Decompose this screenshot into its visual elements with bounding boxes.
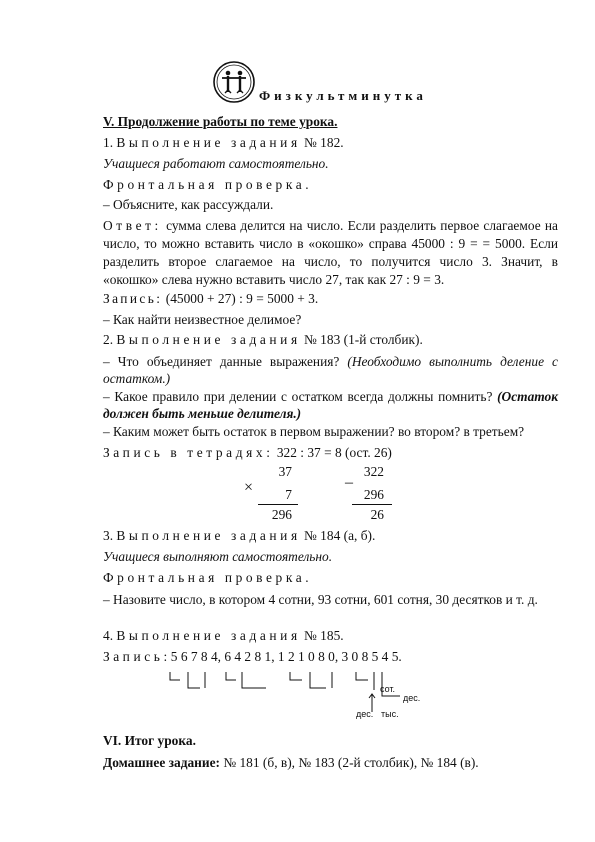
answer-label: Ответ:	[103, 218, 162, 233]
task-183-line	[103, 332, 423, 348]
record-1-label: Запись:	[103, 291, 163, 306]
task-185-label: Выполнение задания	[116, 628, 301, 643]
task-183-number: № 183 (1-й столбик).	[300, 332, 423, 347]
frontal-check-2: Фронтальная проверка.	[103, 570, 313, 585]
multiply-bottom: 7	[285, 487, 292, 502]
task-182-number: № 182.	[300, 135, 344, 150]
name-number-question: – Назовите число, в котором 4 сотни, 93 сотни, 601 сотня, 30 десятков и т. д.	[103, 592, 538, 607]
section-5-title: V. Продолжение работы по теме урока.	[103, 114, 338, 129]
subtract-top: 322	[363, 464, 384, 479]
subtract-bottom: 296	[363, 487, 384, 502]
notebook-record-text: 322 : 37 = 8 (ост. 26)	[273, 445, 392, 460]
subtract-result: 26	[370, 507, 384, 522]
label-tens-left: дес.	[356, 709, 374, 719]
subtract-sign: –	[345, 474, 353, 491]
task-183-prefix: 2.	[103, 332, 117, 347]
notebook-record-label: Запись в тетрадях:	[103, 445, 274, 460]
answer-text: сумма слева делится на число. Если разделить первое слагаемое на число, то можно вставить число в «окошко» справа 45000 : 9 = = 5000. Если разделить второе слагаемое на число, то получится число 3. Значит, в «окошко» слева нужно вставить число 27, так как 27 : 9 = 3.	[103, 218, 558, 287]
task-183-label: Выполнение задания	[116, 332, 301, 347]
exercise-heading: Физкультминутка	[259, 88, 427, 103]
homework-line	[103, 755, 479, 771]
rule-question-text: – Какое правило при делении с остатком всегда должны помнить?	[103, 389, 498, 404]
common-question	[103, 353, 558, 387]
record-1-line	[103, 291, 318, 307]
task-184-label: Выполнение задания	[116, 528, 301, 543]
task-185-prefix: 4.	[103, 628, 117, 643]
independent-work-2: Учащиеся выполняют самостоятельно.	[103, 549, 333, 564]
task-184-line	[103, 528, 375, 544]
common-question-answer: (Необходимо выполнить деление с остатком.)	[103, 354, 559, 386]
task-185-line	[103, 628, 344, 644]
multiply-sign: ×	[244, 479, 254, 496]
record-185-numbers: 5 6 7 8 4, 6 4 2 8 1, 1 2 1 0 8 0, 3 0 8 5 4 5.	[170, 649, 402, 664]
frontal-check-1: Фронтальная проверка.	[103, 177, 313, 192]
homework-label: Домашнее задание:	[103, 755, 221, 770]
remainder-question: – Каким может быть остаток в первом выражении? во втором? в третьем?	[103, 424, 525, 439]
independent-work-1: Учащиеся работают самостоятельно.	[103, 156, 329, 171]
record-185-line	[103, 649, 402, 665]
task-184-prefix: 3.	[103, 528, 117, 543]
explain-question: – Объясните, как рассуждали.	[103, 197, 274, 212]
homework-text: № 181 (б, в), № 183 (2-й столбик), № 184 (в).	[220, 755, 479, 770]
answer-paragraph	[103, 217, 558, 289]
notebook-record-line	[103, 445, 392, 461]
multiply-top: 37	[278, 464, 292, 479]
physical-exercise-emblem-icon	[212, 60, 256, 104]
record-1-text: (45000 + 27) : 9 = 5000 + 3.	[162, 291, 319, 306]
task-182-prefix: 1.	[103, 135, 117, 150]
section-6-title: VI. Итог урока.	[103, 733, 196, 748]
multiply-line	[258, 504, 298, 505]
task-185-number: № 185.	[300, 628, 344, 643]
task-184-number: № 184 (а, б).	[300, 528, 376, 543]
rule-question-answer: (Остаток должен быть меньше делителя.)	[103, 389, 558, 421]
dividend-question: – Как найти неизвестное делимое?	[103, 312, 302, 327]
label-tens-right: дес.	[403, 693, 421, 703]
multiply-result: 296	[271, 507, 292, 522]
subtract-line	[352, 504, 392, 505]
task-182-label: Выполнение задания	[116, 135, 301, 150]
label-hundreds: сот.	[380, 684, 396, 694]
record-185-label: Запись:	[103, 649, 171, 664]
label-thousands: тыс.	[381, 709, 399, 719]
rule-question	[103, 388, 558, 422]
task-182-line	[103, 135, 344, 151]
common-question-text: – Что объединяет данные выражения?	[103, 354, 348, 369]
